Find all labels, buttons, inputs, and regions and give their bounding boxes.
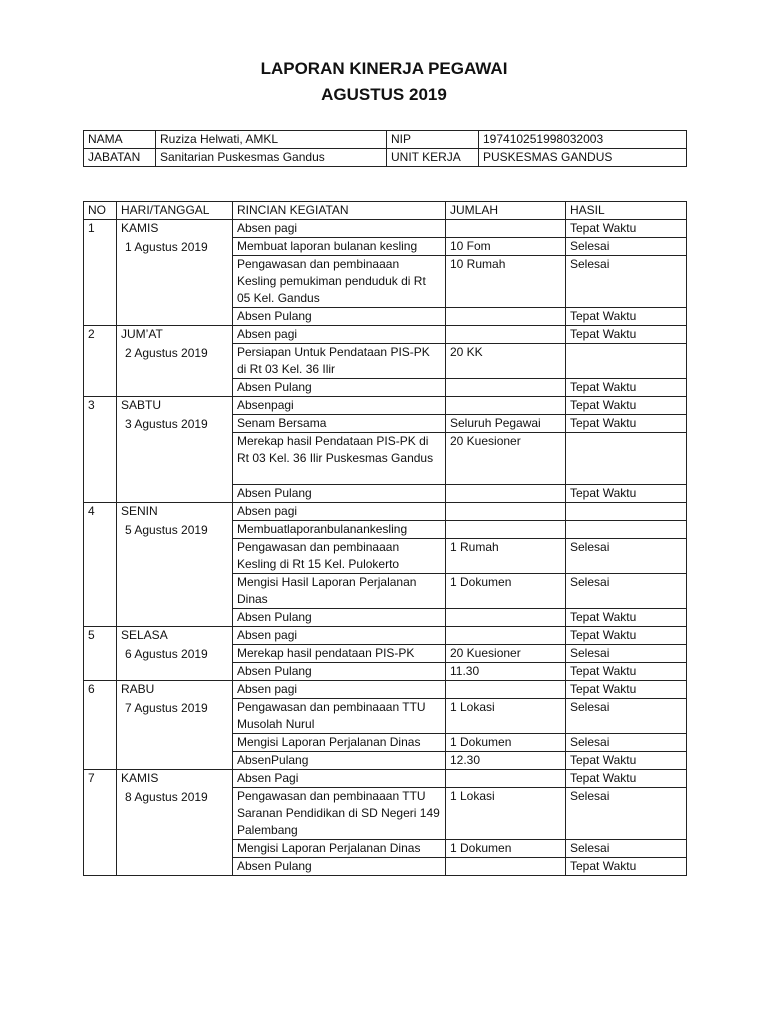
unit-kerja-label: UNIT KERJA: [387, 149, 479, 167]
kegiatan-cell: Absen pagi: [233, 326, 446, 344]
jumlah-cell: [446, 627, 566, 645]
hasil-cell: Selesai: [566, 574, 687, 609]
jumlah-cell: 20 Kuesioner: [446, 433, 566, 485]
kegiatan-cell: Absen Pagi: [233, 770, 446, 788]
jumlah-cell: [446, 770, 566, 788]
jumlah-cell: [446, 397, 566, 415]
jumlah-cell: [446, 485, 566, 503]
kegiatan-cell: Mengisi Laporan Perjalanan Dinas: [233, 734, 446, 752]
jumlah-cell: 1 Lokasi: [446, 699, 566, 734]
jumlah-cell: 10 Rumah: [446, 256, 566, 308]
kegiatan-cell: Absen Pulang: [233, 609, 446, 627]
jumlah-cell: 1 Dokumen: [446, 574, 566, 609]
kegiatan-cell: Pengawasan dan pembinaaan TTU Saranan Pendidikan di SD Negeri 149 Palembang: [233, 788, 446, 840]
kegiatan-cell: Pengawasan dan pembinaaan Kesling pemukiman penduduk di Rt 05 Kel. Gandus: [233, 256, 446, 308]
nama-label: NAMA: [84, 131, 156, 149]
day-number: 7: [84, 770, 117, 876]
hasil-cell: Tepat Waktu: [566, 485, 687, 503]
hasil-cell: Tepat Waktu: [566, 858, 687, 876]
day-number: 2: [84, 326, 117, 397]
hasil-cell: Tepat Waktu: [566, 326, 687, 344]
nip-label: NIP: [387, 131, 479, 149]
hasil-cell: Selesai: [566, 734, 687, 752]
employee-info-table: [83, 130, 687, 167]
hasil-cell: [566, 521, 687, 539]
jabatan-value: Sanitarian Puskesmas Gandus: [156, 149, 387, 167]
table-row: [84, 681, 687, 699]
jumlah-cell: [446, 609, 566, 627]
jabatan-label: JABATAN: [84, 149, 156, 167]
kegiatan-cell: Absen Pulang: [233, 308, 446, 326]
kegiatan-cell: Absen Pulang: [233, 379, 446, 397]
kegiatan-cell: Absen Pulang: [233, 858, 446, 876]
day-cell: [117, 326, 233, 397]
day-name: KAMIS: [121, 771, 159, 785]
activity-table: [83, 201, 687, 876]
day-number: 6: [84, 681, 117, 770]
hasil-cell: Tepat Waktu: [566, 663, 687, 681]
hasil-cell: Tepat Waktu: [566, 752, 687, 770]
jumlah-cell: [446, 503, 566, 521]
hasil-cell: Tepat Waktu: [566, 609, 687, 627]
hasil-cell: Tepat Waktu: [566, 415, 687, 433]
day-number: 1: [84, 220, 117, 326]
jumlah-cell: Seluruh Pegawai: [446, 415, 566, 433]
day-number: 3: [84, 397, 117, 503]
hasil-cell: Selesai: [566, 539, 687, 574]
jumlah-cell: 1 Dokumen: [446, 734, 566, 752]
day-name: KAMIS: [121, 221, 159, 235]
jumlah-cell: [446, 326, 566, 344]
day-name: JUM’AT: [121, 327, 163, 341]
hasil-cell: Selesai: [566, 645, 687, 663]
table-row: [84, 770, 687, 788]
day-name: RABU: [121, 682, 155, 696]
hasil-cell: Tepat Waktu: [566, 379, 687, 397]
kegiatan-cell: Merekap hasil pendataan PIS-PK: [233, 645, 446, 663]
nama-value: Ruziza Helwati, AMKL: [156, 131, 387, 149]
kegiatan-cell: Mengisi Hasil Laporan Perjalanan Dinas: [233, 574, 446, 609]
info-row-nama: [84, 131, 687, 149]
table-row: [84, 220, 687, 238]
unit-kerja-value: PUSKESMAS GANDUS: [479, 149, 687, 167]
kegiatan-cell: Mengisi Laporan Perjalanan Dinas: [233, 840, 446, 858]
hasil-cell: Tepat Waktu: [566, 220, 687, 238]
jumlah-cell: [446, 308, 566, 326]
day-number: 5: [84, 627, 117, 681]
jumlah-cell: 11.30: [446, 663, 566, 681]
jumlah-cell: 20 KK: [446, 344, 566, 379]
header-hasil: HASIL: [566, 202, 687, 220]
jumlah-cell: [446, 521, 566, 539]
hasil-cell: Selesai: [566, 238, 687, 256]
jumlah-cell: [446, 681, 566, 699]
day-cell: [117, 627, 233, 681]
day-date: 8 Agustus 2019: [125, 790, 208, 804]
kegiatan-cell: Pengawasan dan pembinaaan Kesling di Rt 15 Kel. Pulokerto: [233, 539, 446, 574]
hasil-cell: [566, 433, 687, 485]
kegiatan-cell: AbsenPulang: [233, 752, 446, 770]
day-date: 5 Agustus 2019: [125, 523, 208, 537]
hasil-cell: Tepat Waktu: [566, 308, 687, 326]
day-date: 6 Agustus 2019: [125, 647, 208, 661]
hasil-cell: [566, 503, 687, 521]
day-cell: [117, 503, 233, 627]
jumlah-cell: 1 Lokasi: [446, 788, 566, 840]
jumlah-cell: 1 Dokumen: [446, 840, 566, 858]
table-row: [84, 397, 687, 415]
day-cell: [117, 397, 233, 503]
hasil-cell: Selesai: [566, 256, 687, 308]
day-cell: [117, 681, 233, 770]
day-cell: [117, 220, 233, 326]
report-title: LAPORAN KINERJA PEGAWAI: [260, 59, 508, 78]
kegiatan-cell: Absenpagi: [233, 397, 446, 415]
jumlah-cell: 10 Fom: [446, 238, 566, 256]
table-row: [84, 503, 687, 521]
jumlah-cell: 20 Kuesioner: [446, 645, 566, 663]
jumlah-cell: [446, 858, 566, 876]
hasil-cell: Tepat Waktu: [566, 627, 687, 645]
header-jumlah: JUMLAH: [446, 202, 566, 220]
day-date: 7 Agustus 2019: [125, 701, 208, 715]
day-name: SABTU: [121, 398, 162, 412]
table-row: [84, 326, 687, 344]
kegiatan-cell: Membuat laporan bulanan kesling: [233, 238, 446, 256]
hasil-cell: Selesai: [566, 788, 687, 840]
kegiatan-cell: Absen pagi: [233, 627, 446, 645]
jumlah-cell: [446, 379, 566, 397]
header-hari-tanggal: HARI/TANGGAL: [117, 202, 233, 220]
kegiatan-cell: Persiapan Untuk Pendataan PIS-PK di Rt 03 Kel. 36 Ilir: [233, 344, 446, 379]
day-cell: [117, 770, 233, 876]
report-period: AGUSTUS 2019: [321, 85, 447, 104]
jumlah-cell: 12.30: [446, 752, 566, 770]
kegiatan-cell: Absen pagi: [233, 681, 446, 699]
hasil-cell: [566, 344, 687, 379]
day-name: SENIN: [121, 504, 158, 518]
header-no: NO: [84, 202, 117, 220]
info-row-jabatan: [84, 149, 687, 167]
kegiatan-cell: Membuatlaporanbulanankesling: [233, 521, 446, 539]
table-header-row: [84, 202, 687, 220]
day-date: 3 Agustus 2019: [125, 417, 208, 431]
table-row: [84, 627, 687, 645]
nip-value: 197410251998032003: [479, 131, 687, 149]
hasil-cell: Tepat Waktu: [566, 770, 687, 788]
kegiatan-cell: Merekap hasil Pendataan PIS-PK di Rt 03 Kel. 36 Ilir Puskesmas Gandus: [233, 433, 446, 485]
hasil-cell: Tepat Waktu: [566, 681, 687, 699]
kegiatan-cell: Absen pagi: [233, 503, 446, 521]
day-name: SELASA: [121, 628, 168, 642]
kegiatan-cell: Pengawasan dan pembinaaan TTU Musolah Nurul: [233, 699, 446, 734]
kegiatan-cell: Absen Pulang: [233, 663, 446, 681]
hasil-cell: Tepat Waktu: [566, 397, 687, 415]
kegiatan-cell: Absen Pulang: [233, 485, 446, 503]
day-number: 4: [84, 503, 117, 627]
day-date: 2 Agustus 2019: [125, 346, 208, 360]
kegiatan-cell: Senam Bersama: [233, 415, 446, 433]
jumlah-cell: [446, 220, 566, 238]
hasil-cell: Selesai: [566, 699, 687, 734]
header-rincian-kegiatan: RINCIAN KEGIATAN: [233, 202, 446, 220]
jumlah-cell: 1 Rumah: [446, 539, 566, 574]
kegiatan-cell: Absen pagi: [233, 220, 446, 238]
day-date: 1 Agustus 2019: [125, 240, 208, 254]
hasil-cell: Selesai: [566, 840, 687, 858]
